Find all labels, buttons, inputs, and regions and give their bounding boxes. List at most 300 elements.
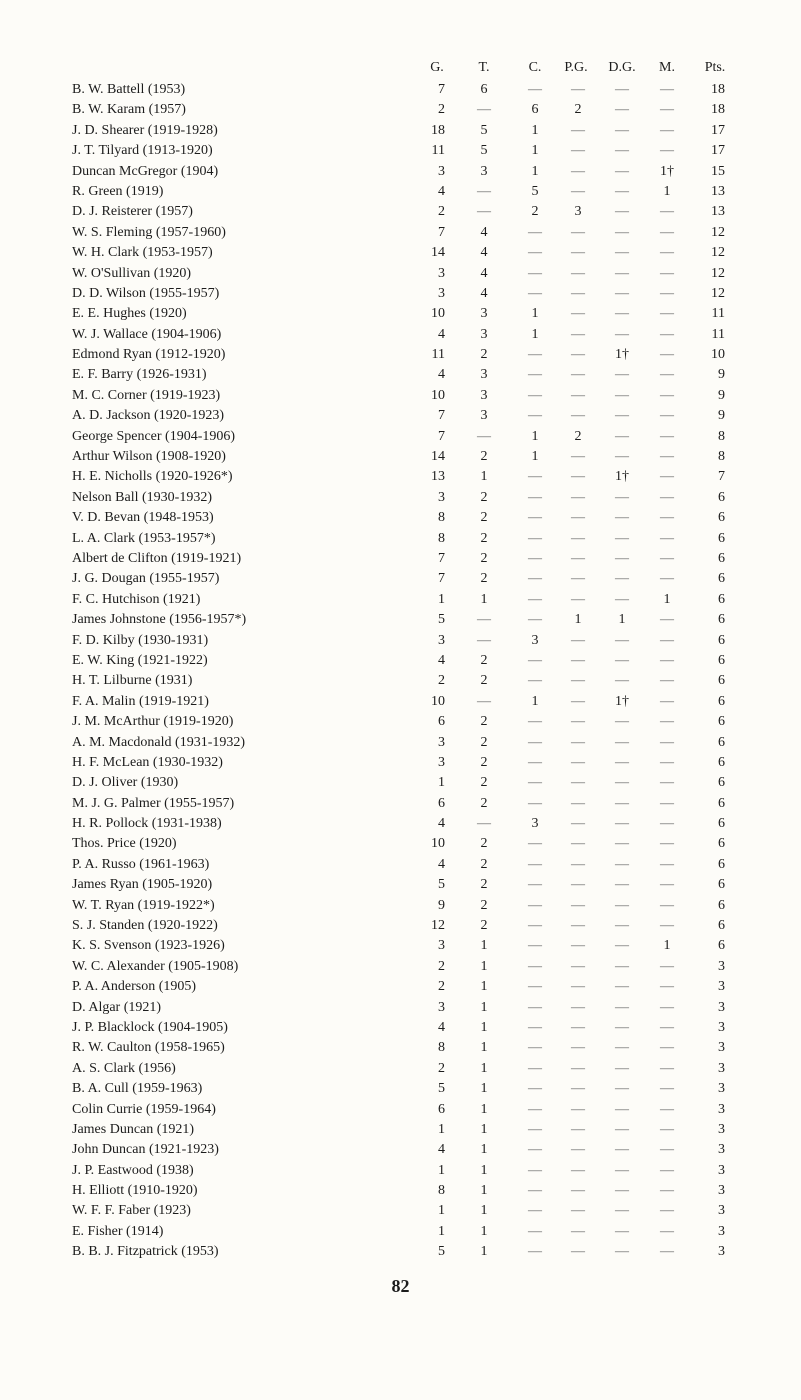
player-name: Edmond Ryan (1912-1920) bbox=[72, 347, 226, 363]
cell-games: 10 bbox=[431, 387, 445, 403]
cell-tries: 3 bbox=[480, 306, 488, 322]
cell-penalty-goals: — bbox=[571, 571, 585, 587]
player-name: H. E. Nicholls (1920-1926*) bbox=[72, 469, 233, 485]
cell-points: 6 bbox=[718, 652, 725, 668]
cell-penalty-goals: — bbox=[571, 999, 585, 1015]
cell-drop-goals: 1† bbox=[615, 347, 629, 363]
player-name: R. W. Caulton (1958-1965) bbox=[72, 1040, 225, 1056]
cell-games: 7 bbox=[438, 408, 445, 424]
cell-conversions: — bbox=[528, 673, 542, 689]
cell-tries: 1 bbox=[480, 1244, 488, 1260]
cell-marks: — bbox=[660, 102, 674, 118]
table-row bbox=[0, 1079, 801, 1099]
cell-conversions: 1 bbox=[531, 428, 539, 444]
player-name: D. J. Reisterer (1957) bbox=[72, 204, 193, 220]
cell-games: 7 bbox=[438, 82, 445, 97]
player-name: Thos. Price (1920) bbox=[72, 836, 177, 852]
cell-drop-goals: 1† bbox=[615, 469, 629, 485]
cell-games: 2 bbox=[438, 958, 445, 974]
cell-games: 4 bbox=[438, 1019, 445, 1035]
player-name: W. C. Alexander (1905-1908) bbox=[72, 958, 239, 974]
cell-marks: — bbox=[660, 1183, 674, 1199]
cell-tries: 2 bbox=[480, 877, 488, 893]
cell-games: 8 bbox=[438, 530, 445, 546]
player-name: Colin Currie (1959-1964) bbox=[72, 1101, 216, 1117]
cell-drop-goals: — bbox=[615, 449, 629, 465]
player-name: M. J. G. Palmer (1955-1957) bbox=[72, 795, 235, 811]
player-name: P. A. Russo (1961-1963) bbox=[72, 856, 210, 872]
cell-drop-goals: — bbox=[615, 530, 629, 546]
cell-conversions: — bbox=[528, 265, 542, 281]
table-row bbox=[0, 1100, 801, 1120]
player-name: R. Green (1919) bbox=[72, 183, 164, 199]
cell-conversions: — bbox=[528, 795, 542, 811]
cell-points: 6 bbox=[718, 856, 725, 872]
cell-marks: — bbox=[660, 408, 674, 424]
cell-conversions: 1 bbox=[531, 122, 539, 138]
cell-tries: 4 bbox=[480, 265, 488, 281]
cell-drop-goals: — bbox=[615, 204, 629, 220]
table-row bbox=[0, 223, 801, 243]
cell-points: 9 bbox=[718, 387, 725, 403]
cell-conversions: — bbox=[528, 918, 542, 934]
cell-points: 3 bbox=[718, 1101, 725, 1117]
cell-points: 12 bbox=[711, 245, 725, 261]
player-name: H. T. Lilburne (1931) bbox=[72, 673, 193, 689]
cell-marks: — bbox=[660, 285, 674, 301]
cell-conversions: — bbox=[528, 612, 542, 628]
cell-tries: 2 bbox=[480, 856, 488, 872]
cell-points: 17 bbox=[711, 122, 725, 138]
cell-conversions: — bbox=[528, 999, 542, 1015]
cell-penalty-goals: — bbox=[571, 449, 585, 465]
table-row bbox=[0, 1140, 801, 1160]
cell-marks: — bbox=[660, 306, 674, 322]
cell-drop-goals: — bbox=[615, 1203, 629, 1219]
cell-points: 6 bbox=[718, 612, 725, 628]
cell-marks: — bbox=[660, 652, 674, 668]
cell-conversions: — bbox=[528, 938, 542, 954]
cell-games: 3 bbox=[438, 632, 445, 648]
cell-drop-goals: — bbox=[615, 408, 629, 424]
cell-points: 17 bbox=[711, 143, 725, 159]
cell-tries: 2 bbox=[480, 489, 488, 505]
cell-marks: — bbox=[660, 754, 674, 770]
cell-marks: — bbox=[660, 367, 674, 383]
player-name: E. Fisher (1914) bbox=[72, 1223, 164, 1239]
cell-tries: — bbox=[477, 428, 491, 444]
table-row bbox=[0, 284, 801, 304]
cell-points: 9 bbox=[718, 408, 725, 424]
cell-games: 14 bbox=[431, 449, 445, 465]
cell-conversions: — bbox=[528, 408, 542, 424]
cell-points: 6 bbox=[718, 550, 725, 566]
cell-games: 1 bbox=[438, 1121, 445, 1137]
cell-points: 6 bbox=[718, 938, 725, 954]
cell-games: 3 bbox=[438, 489, 445, 505]
cell-conversions: — bbox=[528, 387, 542, 403]
cell-conversions: — bbox=[528, 1162, 542, 1178]
cell-marks: — bbox=[660, 714, 674, 730]
player-name: M. C. Corner (1919-1923) bbox=[72, 387, 221, 403]
cell-points: 3 bbox=[718, 1223, 725, 1239]
cell-points: 13 bbox=[711, 183, 725, 199]
table-row bbox=[0, 121, 801, 141]
cell-tries: 1 bbox=[480, 1142, 488, 1158]
cell-games: 4 bbox=[438, 856, 445, 872]
table-row bbox=[0, 1018, 801, 1038]
cell-points: 18 bbox=[711, 102, 725, 118]
table-row bbox=[0, 692, 801, 712]
cell-marks: — bbox=[660, 1101, 674, 1117]
cell-conversions: 1 bbox=[531, 326, 539, 342]
cell-penalty-goals: — bbox=[571, 836, 585, 852]
player-name: K. S. Svenson (1923-1926) bbox=[72, 938, 225, 954]
table-row bbox=[0, 1161, 801, 1181]
player-name: James Duncan (1921) bbox=[72, 1121, 195, 1137]
cell-points: 3 bbox=[718, 1081, 725, 1097]
cell-drop-goals: — bbox=[615, 489, 629, 505]
cell-marks: — bbox=[660, 245, 674, 261]
table-row bbox=[0, 936, 801, 956]
cell-marks: — bbox=[660, 856, 674, 872]
cell-marks: — bbox=[660, 550, 674, 566]
cell-penalty-goals: — bbox=[571, 958, 585, 974]
player-name: J. G. Dougan (1955-1957) bbox=[72, 571, 220, 587]
cell-tries: 1 bbox=[480, 469, 488, 485]
cell-penalty-goals: — bbox=[571, 82, 585, 97]
player-name: W. H. Clark (1953-1957) bbox=[72, 245, 213, 261]
cell-conversions: — bbox=[528, 734, 542, 750]
cell-drop-goals: — bbox=[615, 224, 629, 240]
cell-penalty-goals: — bbox=[571, 816, 585, 832]
cell-points: 8 bbox=[718, 428, 725, 444]
player-name: V. D. Bevan (1948-1953) bbox=[72, 510, 214, 526]
cell-penalty-goals: — bbox=[571, 1162, 585, 1178]
cell-conversions: 3 bbox=[531, 816, 539, 832]
cell-conversions: — bbox=[528, 571, 542, 587]
cell-tries: 1 bbox=[480, 1101, 488, 1117]
cell-drop-goals: — bbox=[615, 918, 629, 934]
player-name: J. P. Blacklock (1904-1905) bbox=[72, 1019, 228, 1035]
cell-drop-goals: — bbox=[615, 1162, 629, 1178]
cell-points: 6 bbox=[718, 734, 725, 750]
player-name: W. T. Ryan (1919-1922*) bbox=[72, 897, 215, 913]
cell-tries: 4 bbox=[480, 224, 488, 240]
cell-points: 6 bbox=[718, 897, 725, 913]
cell-marks: — bbox=[660, 347, 674, 363]
cell-games: 2 bbox=[438, 673, 445, 689]
player-name: A. S. Clark (1956) bbox=[72, 1060, 176, 1076]
table-row bbox=[0, 733, 801, 753]
cell-penalty-goals: — bbox=[571, 163, 585, 179]
player-name: E. W. King (1921-1922) bbox=[72, 652, 208, 668]
cell-games: 14 bbox=[431, 245, 445, 261]
cell-marks: — bbox=[660, 1060, 674, 1076]
table-row bbox=[0, 182, 801, 202]
table-row bbox=[0, 916, 801, 936]
cell-tries: 2 bbox=[480, 897, 488, 913]
cell-drop-goals: — bbox=[615, 877, 629, 893]
cell-points: 15 bbox=[711, 163, 725, 179]
cell-games: 2 bbox=[438, 102, 445, 118]
cell-conversions: — bbox=[528, 1019, 542, 1035]
cell-games: 11 bbox=[431, 347, 445, 363]
cell-penalty-goals: — bbox=[571, 265, 585, 281]
cell-games: 4 bbox=[438, 816, 445, 832]
cell-penalty-goals: — bbox=[571, 877, 585, 893]
cell-penalty-goals: — bbox=[571, 306, 585, 322]
cell-penalty-goals: — bbox=[571, 245, 585, 261]
cell-drop-goals: — bbox=[615, 1040, 629, 1056]
player-name: D. D. Wilson (1955-1957) bbox=[72, 285, 220, 301]
cell-points: 6 bbox=[718, 754, 725, 770]
cell-games: 6 bbox=[438, 795, 445, 811]
cell-games: 5 bbox=[438, 877, 445, 893]
header-games: G. bbox=[430, 60, 444, 75]
cell-penalty-goals: — bbox=[571, 1223, 585, 1239]
cell-tries: 2 bbox=[480, 449, 488, 465]
cell-tries: 1 bbox=[480, 1203, 488, 1219]
cell-penalty-goals: — bbox=[571, 754, 585, 770]
cell-penalty-goals: — bbox=[571, 1101, 585, 1117]
cell-penalty-goals: — bbox=[571, 734, 585, 750]
cell-drop-goals: — bbox=[615, 428, 629, 444]
cell-tries: 1 bbox=[480, 1183, 488, 1199]
cell-drop-goals: — bbox=[615, 816, 629, 832]
cell-games: 2 bbox=[438, 204, 445, 220]
cell-drop-goals: — bbox=[615, 938, 629, 954]
cell-drop-goals: — bbox=[615, 1244, 629, 1260]
cell-tries: 2 bbox=[480, 714, 488, 730]
cell-tries: 2 bbox=[480, 530, 488, 546]
cell-tries: 2 bbox=[480, 795, 488, 811]
player-name: W. S. Fleming (1957-1960) bbox=[72, 224, 226, 240]
cell-tries: — bbox=[477, 816, 491, 832]
cell-drop-goals: — bbox=[615, 1183, 629, 1199]
player-name: B. W. Battell (1953) bbox=[72, 82, 186, 97]
cell-penalty-goals: — bbox=[571, 673, 585, 689]
player-name: W. F. F. Faber (1923) bbox=[72, 1203, 191, 1219]
header-marks: M. bbox=[659, 60, 675, 75]
cell-drop-goals: — bbox=[615, 510, 629, 526]
cell-tries: 2 bbox=[480, 754, 488, 770]
cell-games: 13 bbox=[431, 469, 445, 485]
cell-conversions: — bbox=[528, 754, 542, 770]
cell-tries: 2 bbox=[480, 347, 488, 363]
cell-drop-goals: — bbox=[615, 999, 629, 1015]
cell-penalty-goals: — bbox=[571, 408, 585, 424]
cell-games: 10 bbox=[431, 693, 445, 709]
cell-tries: 2 bbox=[480, 734, 488, 750]
cell-conversions: — bbox=[528, 469, 542, 485]
page-number: 82 bbox=[391, 1276, 410, 1296]
cell-points: 3 bbox=[718, 1162, 725, 1178]
cell-points: 3 bbox=[718, 1040, 725, 1056]
cell-marks: — bbox=[660, 265, 674, 281]
cell-penalty-goals: — bbox=[571, 550, 585, 566]
cell-marks: — bbox=[660, 979, 674, 995]
table-row bbox=[0, 671, 801, 691]
cell-penalty-goals: — bbox=[571, 775, 585, 791]
table-row bbox=[0, 243, 801, 263]
cell-drop-goals: — bbox=[615, 1223, 629, 1239]
cell-tries: 6 bbox=[480, 82, 488, 97]
cell-points: 6 bbox=[718, 775, 725, 791]
table-row bbox=[0, 365, 801, 385]
cell-conversions: — bbox=[528, 1121, 542, 1137]
cell-points: 6 bbox=[718, 693, 725, 709]
cell-tries: 1 bbox=[480, 979, 488, 995]
cell-games: 7 bbox=[438, 428, 445, 444]
cell-penalty-goals: — bbox=[571, 938, 585, 954]
cell-conversions: — bbox=[528, 285, 542, 301]
cell-points: 3 bbox=[718, 1060, 725, 1076]
cell-marks: 1 bbox=[663, 938, 671, 954]
player-table bbox=[0, 80, 801, 1263]
cell-games: 8 bbox=[438, 1040, 445, 1056]
player-name: B. A. Cull (1959-1963) bbox=[72, 1081, 203, 1097]
cell-conversions: — bbox=[528, 550, 542, 566]
player-name: H. Elliott (1910-1920) bbox=[72, 1183, 198, 1199]
cell-points: 6 bbox=[718, 877, 725, 893]
cell-games: 1 bbox=[438, 1203, 445, 1219]
cell-penalty-goals: — bbox=[571, 1121, 585, 1137]
cell-tries: 1 bbox=[480, 1162, 488, 1178]
cell-penalty-goals: — bbox=[571, 632, 585, 648]
cell-marks: — bbox=[660, 143, 674, 159]
cell-games: 1 bbox=[438, 1162, 445, 1178]
table-row bbox=[0, 1201, 801, 1221]
cell-points: 6 bbox=[718, 632, 725, 648]
cell-drop-goals: — bbox=[615, 1121, 629, 1137]
cell-penalty-goals: — bbox=[571, 856, 585, 872]
cell-points: 3 bbox=[718, 1244, 725, 1260]
cell-drop-goals: — bbox=[615, 1019, 629, 1035]
cell-points: 11 bbox=[711, 326, 725, 342]
cell-marks: — bbox=[660, 489, 674, 505]
player-name: E. F. Barry (1926-1931) bbox=[72, 367, 207, 383]
cell-points: 6 bbox=[718, 591, 725, 607]
cell-drop-goals: — bbox=[615, 122, 629, 138]
player-name: S. J. Standen (1920-1922) bbox=[72, 918, 218, 934]
cell-penalty-goals: — bbox=[571, 714, 585, 730]
cell-points: 6 bbox=[718, 510, 725, 526]
cell-penalty-goals: — bbox=[571, 1040, 585, 1056]
cell-conversions: — bbox=[528, 347, 542, 363]
player-name: James Johnstone (1956-1957*) bbox=[72, 612, 247, 628]
cell-tries: 1 bbox=[480, 999, 488, 1015]
cell-marks: — bbox=[660, 82, 674, 97]
cell-drop-goals: — bbox=[615, 979, 629, 995]
cell-marks: — bbox=[660, 999, 674, 1015]
cell-penalty-goals: — bbox=[571, 367, 585, 383]
player-name: B. B. J. Fitzpatrick (1953) bbox=[72, 1244, 219, 1260]
cell-penalty-goals: — bbox=[571, 795, 585, 811]
cell-conversions: — bbox=[528, 530, 542, 546]
player-name: J. P. Eastwood (1938) bbox=[72, 1162, 194, 1178]
cell-penalty-goals: — bbox=[571, 489, 585, 505]
cell-drop-goals: — bbox=[615, 856, 629, 872]
cell-points: 6 bbox=[718, 673, 725, 689]
cell-penalty-goals: — bbox=[571, 897, 585, 913]
table-row bbox=[0, 569, 801, 589]
cell-penalty-goals: — bbox=[571, 652, 585, 668]
cell-games: 4 bbox=[438, 183, 445, 199]
table-row bbox=[0, 80, 801, 100]
cell-points: 11 bbox=[711, 306, 725, 322]
cell-points: 3 bbox=[718, 1203, 725, 1219]
cell-tries: 3 bbox=[480, 387, 488, 403]
table-row bbox=[0, 1059, 801, 1079]
player-name: Albert de Clifton (1919-1921) bbox=[72, 550, 242, 566]
cell-conversions: — bbox=[528, 836, 542, 852]
cell-tries: 2 bbox=[480, 652, 488, 668]
cell-points: 13 bbox=[711, 204, 725, 220]
table-row bbox=[0, 834, 801, 854]
cell-penalty-goals: — bbox=[571, 1142, 585, 1158]
header-points: Pts. bbox=[704, 60, 726, 75]
cell-penalty-goals: — bbox=[571, 326, 585, 342]
cell-tries: — bbox=[477, 102, 491, 118]
cell-penalty-goals: — bbox=[571, 469, 585, 485]
cell-games: 4 bbox=[438, 326, 445, 342]
header-conversions: C. bbox=[528, 60, 542, 75]
cell-drop-goals: — bbox=[615, 285, 629, 301]
cell-conversions: — bbox=[528, 714, 542, 730]
cell-tries: — bbox=[477, 183, 491, 199]
cell-marks: — bbox=[660, 836, 674, 852]
cell-conversions: 1 bbox=[531, 449, 539, 465]
table-row bbox=[0, 264, 801, 284]
table-row bbox=[0, 549, 801, 569]
cell-marks: — bbox=[660, 734, 674, 750]
table-row bbox=[0, 631, 801, 651]
player-name: A. M. Macdonald (1931-1932) bbox=[72, 734, 246, 750]
cell-games: 6 bbox=[438, 1101, 445, 1117]
player-name: F. D. Kilby (1930-1931) bbox=[72, 632, 209, 648]
cell-marks: — bbox=[660, 958, 674, 974]
cell-drop-goals: — bbox=[615, 734, 629, 750]
cell-drop-goals: — bbox=[615, 143, 629, 159]
cell-marks: — bbox=[660, 571, 674, 587]
cell-penalty-goals: — bbox=[571, 510, 585, 526]
cell-conversions: 2 bbox=[531, 204, 539, 220]
player-name: Arthur Wilson (1908-1920) bbox=[72, 449, 226, 465]
cell-tries: 1 bbox=[480, 1121, 488, 1137]
cell-points: 6 bbox=[718, 489, 725, 505]
player-name: F. C. Hutchison (1921) bbox=[72, 591, 201, 607]
table-row bbox=[0, 794, 801, 814]
cell-conversions: — bbox=[528, 897, 542, 913]
table-row bbox=[0, 1242, 801, 1262]
player-name: John Duncan (1921-1923) bbox=[72, 1142, 219, 1158]
cell-penalty-goals: — bbox=[571, 1019, 585, 1035]
cell-marks: — bbox=[660, 673, 674, 689]
cell-conversions: — bbox=[528, 1040, 542, 1056]
player-name: H. F. McLean (1930-1932) bbox=[72, 754, 223, 770]
cell-games: 12 bbox=[431, 918, 445, 934]
table-row bbox=[0, 977, 801, 997]
cell-tries: 2 bbox=[480, 510, 488, 526]
cell-tries: 1 bbox=[480, 1040, 488, 1056]
table-row bbox=[0, 325, 801, 345]
cell-drop-goals: — bbox=[615, 326, 629, 342]
table-row bbox=[0, 508, 801, 528]
cell-conversions: 1 bbox=[531, 306, 539, 322]
cell-drop-goals: — bbox=[615, 571, 629, 587]
cell-games: 7 bbox=[438, 224, 445, 240]
